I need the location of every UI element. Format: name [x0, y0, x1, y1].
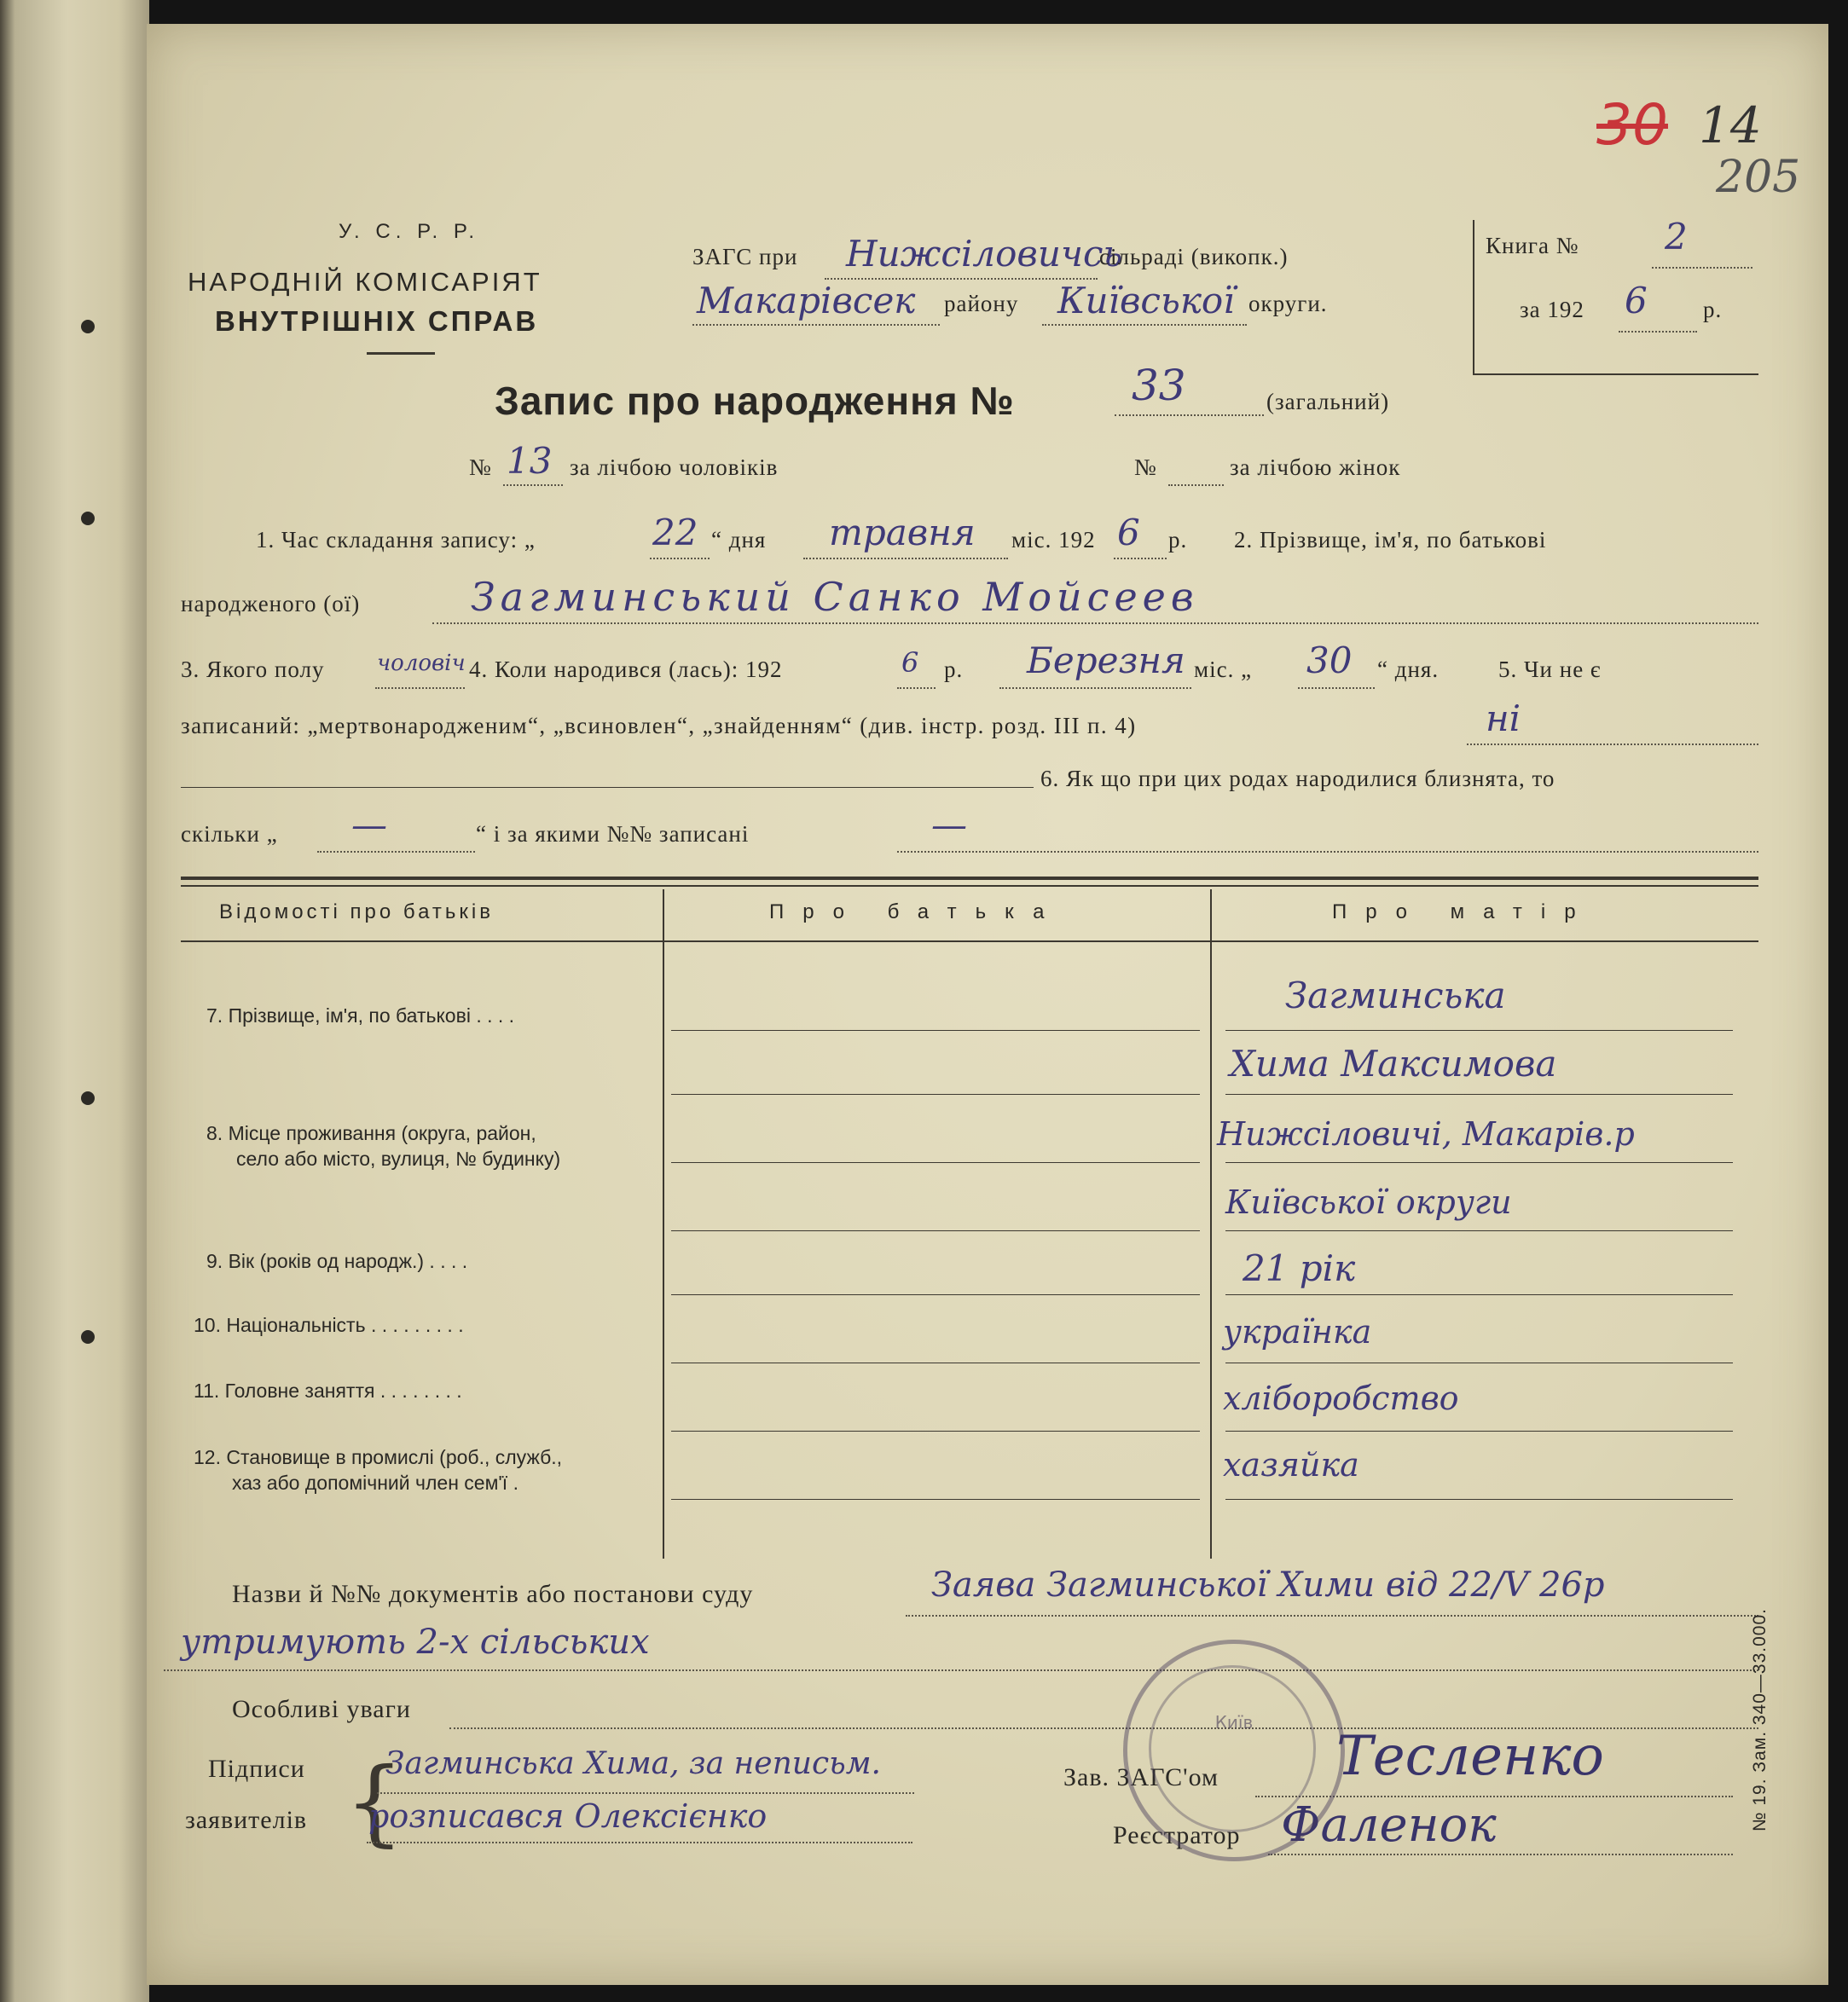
mother-line — [1225, 1094, 1733, 1095]
dotted-line — [1619, 331, 1697, 333]
head-label: Зав. ЗАГС'ом — [1063, 1763, 1219, 1791]
field-1-label: 1. Час складання запису: „ — [256, 527, 536, 553]
header-rule — [367, 352, 435, 355]
mother-residence-1: Нижсіловичі, Макарів.р — [1217, 1115, 1635, 1153]
dotted-line — [650, 558, 710, 559]
field-4-day-suffix: “ дня. — [1377, 657, 1440, 682]
father-line — [671, 1162, 1200, 1163]
father-line — [671, 1030, 1200, 1031]
zags-village: Нижсіловичсь — [846, 233, 1123, 275]
field-4-label: 4. Коли народився (лась): 192 — [469, 657, 783, 682]
binding-hole — [81, 1330, 95, 1344]
binding-hole — [81, 512, 95, 525]
child-name: Загминський Санко Мойсеев — [471, 574, 1199, 620]
registrar-label: Реєстратор — [1113, 1821, 1241, 1849]
field-5-label-2: записаний: „мертвонародженим“, „всиновлен“, „знайденням“ (див. інстр. розд. III п. 4) — [181, 713, 1137, 738]
official-stamp — [1123, 1640, 1345, 1861]
dotted-line — [1042, 324, 1247, 326]
book-box-bottom — [1473, 373, 1758, 375]
ussr-label: У. С. Р. Р. — [339, 220, 480, 243]
record-general: (загальний) — [1266, 389, 1390, 414]
male-no-prefix: № — [469, 454, 492, 480]
documents-value-1: Заява Загминської Хими від 22/V 26р — [931, 1565, 1605, 1605]
row-label-status-2: хаз або допомічний член сем'ї . — [232, 1472, 518, 1494]
mother-occupation: хліборобство — [1223, 1380, 1459, 1417]
field-5-label: 5. Чи не є — [1498, 657, 1602, 682]
table-top-rule — [181, 877, 1758, 880]
mother-surname: Загминська — [1285, 975, 1506, 1016]
field-5-value: ні — [1486, 697, 1521, 739]
header-mother: Про матір — [1332, 900, 1595, 923]
field-1-month: травня — [829, 512, 976, 553]
mother-status: хазяйка — [1223, 1446, 1359, 1484]
signatures-label-2: заявителів — [185, 1806, 308, 1834]
year-suffix: р. — [1703, 297, 1723, 322]
dotted-line — [906, 1615, 1758, 1617]
dotted-line — [999, 687, 1191, 689]
field-4-r: р. — [944, 657, 964, 682]
mother-given-name: Хима Максимова — [1230, 1043, 1557, 1085]
dotted-line — [164, 1669, 1758, 1671]
field-4-mis: міс. „ — [1194, 657, 1253, 682]
zags-prefix: ЗАГС при — [692, 244, 798, 269]
ministry-line2: ВНУТРІШНІХ СПРАВ — [215, 305, 539, 337]
sheet-number: 205 — [1716, 152, 1801, 203]
father-line — [671, 1094, 1200, 1095]
struck-number: 30 — [1596, 92, 1668, 158]
field-1-year-suffix: р. — [1168, 527, 1188, 553]
field-2-label: 2. Прізвище, ім'я, по батькові — [1234, 527, 1547, 553]
signatures-label-1: Підписи — [208, 1755, 305, 1783]
mother-line — [1225, 1499, 1733, 1500]
record-number: 33 — [1132, 361, 1186, 410]
header-parents-info: Відомості про батьків — [219, 900, 494, 923]
blank-line — [181, 787, 1034, 788]
book-year: 6 — [1625, 280, 1648, 321]
female-no-prefix: № — [1134, 454, 1157, 480]
birth-month: Березня — [1027, 639, 1185, 681]
male-label: за лічбою чоловіків — [570, 454, 779, 480]
male-number: 13 — [507, 440, 553, 482]
dotted-line — [1298, 687, 1375, 689]
female-label: за лічбою жінок — [1230, 454, 1401, 480]
table-column-divider — [663, 889, 664, 1559]
zags-suffix: сільраді (викопк.) — [1099, 244, 1289, 269]
father-line — [671, 1294, 1200, 1295]
table-column-divider — [1210, 889, 1212, 1559]
father-line — [671, 1431, 1200, 1432]
book-number: 2 — [1665, 216, 1688, 257]
documents-label: Назви й №№ документів або постанови суду — [232, 1580, 754, 1608]
year-label: за 192 — [1520, 297, 1584, 322]
mother-line — [1225, 1294, 1733, 1295]
binding-strip — [0, 0, 149, 2002]
birth-day: 30 — [1306, 639, 1353, 681]
row-label-age: 9. Вік (років од народж.) . . . . — [206, 1250, 468, 1272]
dotted-line — [375, 687, 465, 689]
field-1-day: 22 — [652, 512, 698, 553]
head-signature: Тесленко — [1336, 1725, 1604, 1788]
record-title: Запис про народження № — [495, 379, 1015, 423]
mother-residence-2: Київської округи — [1225, 1183, 1512, 1221]
table-header-rule — [181, 940, 1758, 942]
binding-hole — [81, 1091, 95, 1105]
book-box-left — [1473, 220, 1474, 375]
field-1-year-label: міс. 192 — [1011, 527, 1096, 553]
mother-line — [1225, 1030, 1733, 1031]
mother-line — [1225, 1431, 1733, 1432]
okrug-value: Київської — [1057, 280, 1235, 321]
ministry-line1: НАРОДНІЙ КОМІСАРІЯТ — [188, 267, 542, 297]
dotted-line — [897, 687, 936, 689]
applicant-signature-2: розписався Олексієнко — [368, 1797, 768, 1835]
dotted-line — [1467, 744, 1758, 745]
row-label-name: 7. Прізвище, ім'я, по батькові . . . . — [206, 1004, 515, 1027]
dotted-line — [897, 851, 1758, 853]
stamp-text: Київ — [1214, 1712, 1254, 1733]
mother-nationality: українка — [1223, 1313, 1372, 1351]
dotted-line — [1115, 414, 1264, 416]
okrug-label: округи. — [1248, 291, 1328, 316]
field-1-year: 6 — [1117, 512, 1140, 553]
row-label-residence-1: 8. Місце проживання (округа, район, — [206, 1122, 536, 1144]
dotted-line — [1114, 558, 1167, 559]
registrar-signature: Фаленок — [1281, 1797, 1497, 1853]
side-print: № 19. Зам. 340—33.000. — [1750, 1608, 1770, 1831]
field-6-label-3: “ і за якими №№ записані — [476, 821, 750, 847]
district-value: Макарівсек — [697, 280, 916, 321]
dotted-line — [432, 622, 1758, 624]
binding-hole — [81, 320, 95, 333]
dotted-line — [1652, 267, 1752, 269]
header-father: Про батька — [769, 900, 1063, 923]
notes-label: Особливі уваги — [232, 1695, 411, 1723]
dotted-line — [692, 324, 940, 326]
stamp-inner-ring — [1149, 1665, 1316, 1832]
applicant-signature-1: Загминська Хима, за неписьм. — [385, 1746, 881, 1781]
child-sex: чоловіч — [377, 651, 466, 676]
twins-numbers: — — [931, 804, 967, 846]
row-label-status-1: 12. Становище в промислі (роб., служб., — [194, 1446, 563, 1468]
field-6-label: 6. Як що при цих родах народилися близнята, то — [1040, 766, 1555, 791]
dotted-line — [1268, 1854, 1733, 1855]
signatures-brace: { — [345, 1747, 404, 1856]
twins-count: — — [351, 804, 387, 846]
documents-value-2: утримують 2-х сільських — [181, 1623, 650, 1662]
district-label: району — [944, 291, 1019, 316]
field-6-label-2: скільки „ — [181, 821, 278, 847]
field-2-label-2: народженого (ої) — [181, 591, 361, 616]
birth-year: 6 — [901, 646, 919, 679]
father-line — [671, 1499, 1200, 1500]
page-number: 14 — [1699, 96, 1762, 154]
field-1-day-suffix: “ дня — [711, 527, 767, 553]
dotted-line — [377, 1792, 914, 1794]
table-top-rule-2 — [181, 885, 1758, 887]
dotted-line — [367, 1842, 912, 1843]
document-page — [147, 24, 1828, 1985]
mother-line — [1225, 1230, 1733, 1231]
dotted-line — [803, 558, 1008, 559]
row-label-occupation: 11. Головне заняття . . . . . . . . — [194, 1380, 462, 1402]
mother-line — [1225, 1162, 1733, 1163]
dotted-line — [317, 851, 475, 853]
father-line — [671, 1230, 1200, 1231]
dotted-line — [503, 484, 563, 486]
row-label-nationality: 10. Національність . . . . . . . . . — [194, 1314, 464, 1336]
row-label-residence-2: село або місто, вулиця, № будинку) — [236, 1148, 561, 1170]
book-label: Книга № — [1486, 233, 1579, 258]
mother-age: 21 рік — [1243, 1247, 1356, 1289]
field-3-label: 3. Якого полу — [181, 657, 325, 682]
dotted-line — [1168, 484, 1224, 486]
